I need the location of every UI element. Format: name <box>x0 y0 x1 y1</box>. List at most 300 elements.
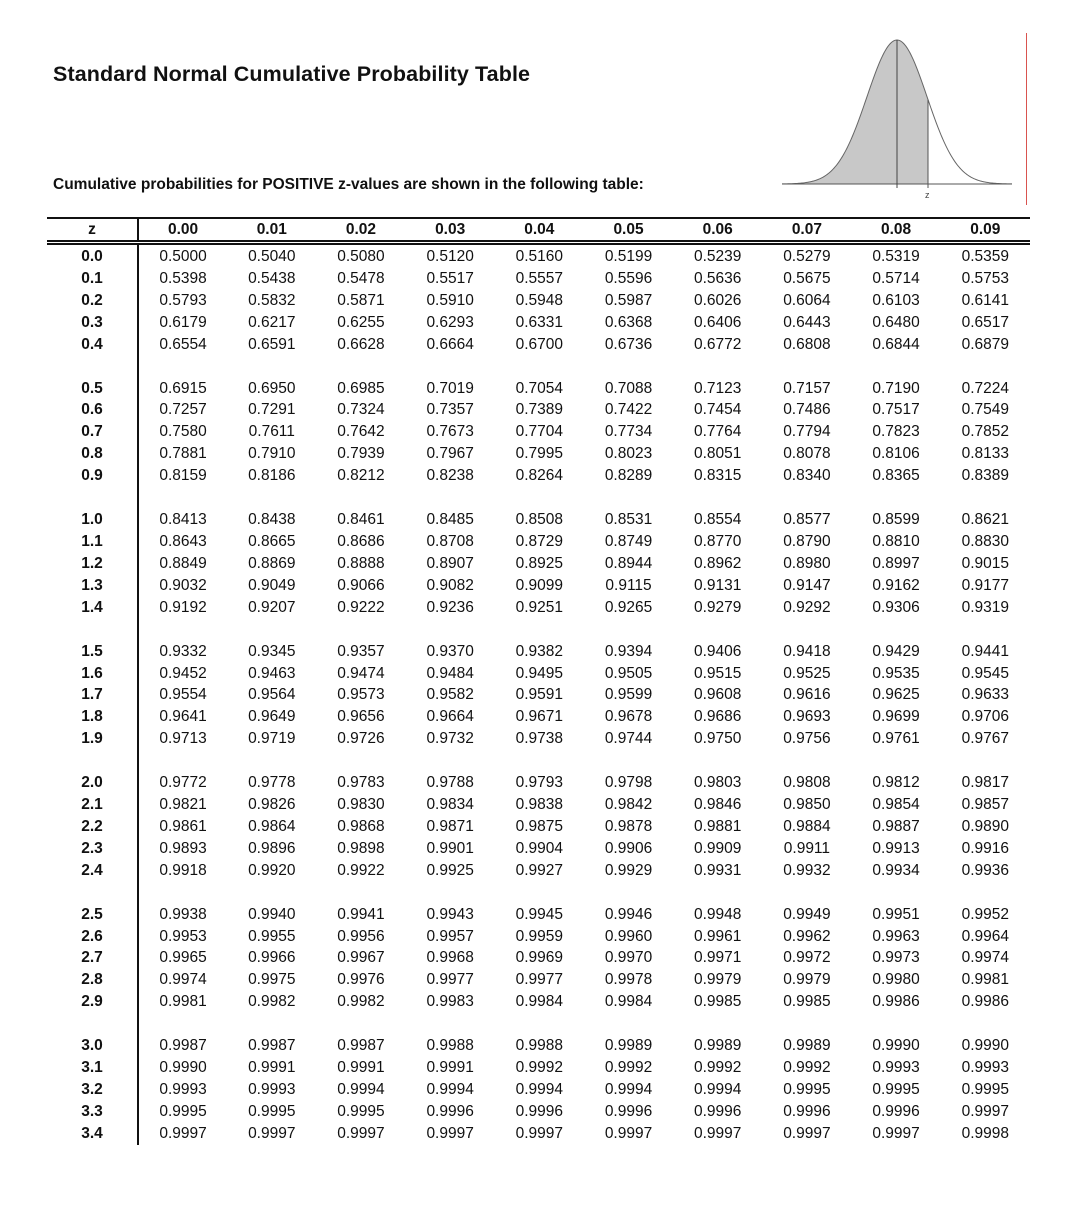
probability-cell: 0.7157 <box>783 379 831 397</box>
probability-cell: 0.6443 <box>783 313 831 331</box>
probability-cell: 0.9956 <box>337 927 385 945</box>
probability-cell: 0.7995 <box>515 445 564 463</box>
probability-cell: 0.9993 <box>248 1081 296 1098</box>
probability-cell: 0.5636 <box>694 269 742 287</box>
probability-cell: 0.9995 <box>961 1081 1010 1098</box>
probability-cell: 0.9474 <box>337 664 385 682</box>
probability-cell: 0.9913 <box>872 839 920 857</box>
probability-cell: 0.9997 <box>783 1124 831 1142</box>
probability-cell: 0.9131 <box>694 576 742 594</box>
z-column-header: z <box>47 218 138 243</box>
probability-cell: 0.9978 <box>604 971 653 989</box>
probability-cell: 0.9963 <box>872 927 920 945</box>
table-row <box>47 1101 1030 1123</box>
probability-cell: 0.9429 <box>872 642 920 660</box>
table-row <box>47 1079 1030 1101</box>
probability-cell: 0.9441 <box>961 642 1010 660</box>
probability-cell: 0.7224 <box>961 379 1010 397</box>
probability-cell: 0.9382 <box>515 642 564 660</box>
probability-cell: 0.9982 <box>337 993 385 1011</box>
table-row <box>47 378 1030 400</box>
probability-cell: 0.5948 <box>515 291 564 309</box>
probability-cell: 0.9986 <box>961 993 1010 1011</box>
probability-cell: 0.7019 <box>426 379 474 397</box>
probability-cell: 0.8577 <box>783 511 831 529</box>
probability-cell: 0.5040 <box>248 248 296 265</box>
probability-cell: 0.9996 <box>604 1102 653 1120</box>
probability-cell: 0.9997 <box>248 1124 296 1142</box>
probability-cell: 0.9965 <box>159 949 207 967</box>
probability-cell: 0.7123 <box>694 379 742 397</box>
z-value: 0.6 <box>47 399 138 421</box>
probability-cell: 0.8186 <box>248 467 296 485</box>
z-value: 0.7 <box>47 421 138 443</box>
probability-cell: 0.9099 <box>515 576 564 594</box>
probability-cell: 0.9997 <box>515 1124 564 1142</box>
probability-cell: 0.8554 <box>694 511 742 529</box>
probability-cell: 0.9066 <box>337 576 385 594</box>
probability-cell: 0.8790 <box>783 532 831 550</box>
z-value: 2.9 <box>47 991 138 1013</box>
table-row <box>47 443 1030 465</box>
probability-cell: 0.9032 <box>159 576 207 594</box>
z-value: 2.1 <box>47 794 138 816</box>
probability-cell: 0.7764 <box>694 423 742 441</box>
probability-cell: 0.9911 <box>783 839 831 857</box>
probability-cell: 0.9608 <box>694 686 742 704</box>
probability-cell: 0.9545 <box>961 664 1010 682</box>
probability-cell: 0.7823 <box>872 423 920 441</box>
column-header: 0.09 <box>941 218 1030 243</box>
table-row <box>47 531 1030 553</box>
table-row <box>47 663 1030 685</box>
probability-cell: 0.9750 <box>694 730 742 748</box>
probability-cell: 0.9981 <box>961 971 1010 989</box>
probability-cell: 0.9990 <box>159 1059 207 1077</box>
probability-cell: 0.9997 <box>159 1124 207 1142</box>
probability-cell: 0.9977 <box>426 971 474 989</box>
probability-cell: 0.9997 <box>694 1124 742 1142</box>
z-value: 0.4 <box>47 334 138 356</box>
column-header: 0.01 <box>227 218 316 243</box>
probability-cell: 0.9982 <box>248 993 296 1011</box>
column-header: 0.08 <box>852 218 941 243</box>
probability-cell: 0.6103 <box>872 291 920 309</box>
probability-cell: 0.9265 <box>604 598 653 616</box>
probability-cell: 0.9922 <box>337 861 385 879</box>
probability-cell: 0.5279 <box>783 248 831 265</box>
group-spacer <box>47 750 1030 772</box>
probability-cell: 0.6700 <box>515 335 564 353</box>
z-value: 1.9 <box>47 728 138 750</box>
probability-cell: 0.6141 <box>961 291 1010 309</box>
probability-cell: 0.9971 <box>694 949 742 967</box>
probability-cell: 0.8888 <box>337 554 385 572</box>
probability-cell: 0.9994 <box>604 1081 653 1098</box>
probability-cell: 0.7389 <box>515 401 564 419</box>
probability-cell: 0.9864 <box>248 817 296 835</box>
probability-cell: 0.5517 <box>426 269 474 287</box>
probability-cell: 0.9901 <box>426 839 474 857</box>
probability-cell: 0.8106 <box>872 445 920 463</box>
probability-cell: 0.9463 <box>248 664 296 682</box>
probability-cell: 0.7257 <box>159 401 207 419</box>
probability-cell: 0.9664 <box>426 708 474 726</box>
table-row <box>47 969 1030 991</box>
probability-cell: 0.8078 <box>783 445 831 463</box>
probability-cell: 0.5319 <box>872 248 920 265</box>
probability-cell: 0.7088 <box>604 379 653 397</box>
probability-cell: 0.9946 <box>604 905 653 923</box>
probability-cell: 0.5239 <box>694 248 742 265</box>
probability-cell: 0.9633 <box>961 686 1010 704</box>
probability-cell: 0.9788 <box>426 774 474 792</box>
group-spacer <box>47 487 1030 509</box>
probability-cell: 0.6879 <box>961 335 1010 353</box>
probability-cell: 0.5910 <box>426 291 474 309</box>
probability-cell: 0.5478 <box>337 269 385 287</box>
table-row <box>47 926 1030 948</box>
probability-cell: 0.9932 <box>783 861 831 879</box>
probability-cell: 0.9015 <box>961 554 1010 572</box>
probability-cell: 0.9972 <box>783 949 831 967</box>
probability-cell: 0.9943 <box>426 905 474 923</box>
table-row <box>47 772 1030 794</box>
probability-cell: 0.9976 <box>337 971 385 989</box>
z-value: 1.2 <box>47 553 138 575</box>
probability-cell: 0.9995 <box>872 1081 920 1098</box>
normal-curve-icon <box>780 30 1020 205</box>
probability-cell: 0.5438 <box>248 269 296 287</box>
probability-cell: 0.9973 <box>872 949 920 967</box>
table-row <box>47 684 1030 706</box>
table-row <box>47 268 1030 290</box>
probability-cell: 0.9997 <box>604 1124 653 1142</box>
table-row <box>47 334 1030 356</box>
group-spacer <box>47 1013 1030 1035</box>
probability-cell: 0.9898 <box>337 839 385 857</box>
probability-cell: 0.8461 <box>337 511 385 529</box>
table-row <box>47 728 1030 750</box>
probability-cell: 0.9857 <box>961 796 1010 814</box>
probability-cell: 0.9554 <box>159 686 207 704</box>
probability-cell: 0.6293 <box>426 313 474 331</box>
probability-cell: 0.9177 <box>961 576 1010 594</box>
z-value: 3.4 <box>47 1123 138 1145</box>
group-spacer <box>47 356 1030 378</box>
probability-cell: 0.8159 <box>159 467 207 485</box>
probability-cell: 0.6368 <box>604 313 653 331</box>
column-header: 0.02 <box>316 218 405 243</box>
probability-cell: 0.9977 <box>515 971 564 989</box>
probability-cell: 0.9279 <box>694 598 742 616</box>
probability-cell: 0.9966 <box>248 949 296 967</box>
probability-cell: 0.9984 <box>515 993 564 1011</box>
table-row <box>47 816 1030 838</box>
probability-cell: 0.9370 <box>426 642 474 660</box>
probability-cell: 0.9082 <box>426 576 474 594</box>
z-value: 0.3 <box>47 312 138 334</box>
probability-cell: 0.9949 <box>783 905 831 923</box>
probability-cell: 0.9996 <box>426 1102 474 1120</box>
probability-cell: 0.7190 <box>872 379 920 397</box>
probability-cell: 0.8413 <box>159 511 207 529</box>
probability-cell: 0.9803 <box>694 774 742 792</box>
probability-cell: 0.9979 <box>783 971 831 989</box>
probability-cell: 0.9357 <box>337 642 385 660</box>
probability-cell: 0.9878 <box>604 817 653 835</box>
probability-cell: 0.9995 <box>337 1102 385 1120</box>
probability-cell: 0.7422 <box>604 401 653 419</box>
probability-cell: 0.9996 <box>515 1102 564 1120</box>
probability-cell: 0.8849 <box>159 554 207 572</box>
probability-cell: 0.9744 <box>604 730 653 748</box>
probability-cell: 0.6255 <box>337 313 385 331</box>
probability-cell: 0.9991 <box>337 1059 385 1077</box>
column-header: 0.00 <box>138 218 227 243</box>
probability-cell: 0.9940 <box>248 905 296 923</box>
column-header: 0.03 <box>406 218 495 243</box>
probability-cell: 0.8770 <box>694 532 742 550</box>
probability-cell: 0.9987 <box>159 1037 207 1055</box>
probability-cell: 0.9535 <box>872 664 920 682</box>
probability-cell: 0.8289 <box>604 467 653 485</box>
z-value: 0.5 <box>47 378 138 400</box>
probability-cell: 0.9987 <box>248 1037 296 1055</box>
probability-cell: 0.9236 <box>426 598 474 616</box>
probability-cell: 0.9582 <box>426 686 474 704</box>
probability-cell: 0.9974 <box>961 949 1010 967</box>
probability-cell: 0.9871 <box>426 817 474 835</box>
probability-cell: 0.6026 <box>694 291 742 309</box>
table-row <box>47 1057 1030 1079</box>
probability-cell: 0.9997 <box>961 1102 1010 1120</box>
probability-cell: 0.5675 <box>783 269 831 287</box>
probability-cell: 0.9925 <box>426 861 474 879</box>
probability-cell: 0.8485 <box>426 511 474 529</box>
probability-cell: 0.9625 <box>872 686 920 704</box>
z-table <box>47 217 1030 1145</box>
z-value: 2.3 <box>47 838 138 860</box>
probability-cell: 0.9994 <box>426 1081 474 1098</box>
z-value: 0.8 <box>47 443 138 465</box>
probability-cell: 0.9989 <box>604 1037 653 1055</box>
z-label: z <box>925 190 930 200</box>
probability-cell: 0.7054 <box>515 379 564 397</box>
probability-cell: 0.9969 <box>515 949 564 967</box>
probability-cell: 0.9996 <box>694 1102 742 1120</box>
probability-cell: 0.6915 <box>159 379 207 397</box>
probability-cell: 0.7642 <box>337 423 385 441</box>
probability-cell: 0.9306 <box>872 598 920 616</box>
probability-cell: 0.9738 <box>515 730 564 748</box>
z-value: 3.3 <box>47 1101 138 1123</box>
shaded-area <box>782 40 928 184</box>
probability-cell: 0.7881 <box>159 445 207 463</box>
z-value: 1.6 <box>47 663 138 685</box>
probability-cell: 0.9564 <box>248 686 296 704</box>
probability-cell: 0.8212 <box>337 467 385 485</box>
probability-cell: 0.9994 <box>515 1081 564 1098</box>
probability-cell: 0.9896 <box>248 839 296 857</box>
probability-cell: 0.9979 <box>694 971 742 989</box>
probability-cell: 0.9948 <box>694 905 742 923</box>
probability-cell: 0.6591 <box>248 335 296 353</box>
probability-cell: 0.9875 <box>515 817 564 835</box>
table-row <box>47 575 1030 597</box>
probability-cell: 0.8962 <box>694 554 742 572</box>
probability-cell: 0.9783 <box>337 774 385 792</box>
table-row <box>47 553 1030 575</box>
probability-cell: 0.9706 <box>961 708 1010 726</box>
probability-cell: 0.9834 <box>426 796 474 814</box>
probability-cell: 0.9826 <box>248 796 296 814</box>
probability-cell: 0.9989 <box>694 1037 742 1055</box>
probability-cell: 0.6772 <box>694 335 742 353</box>
probability-cell: 0.9992 <box>783 1059 831 1077</box>
probability-cell: 0.9452 <box>159 664 207 682</box>
z-value: 2.8 <box>47 969 138 991</box>
probability-cell: 0.5714 <box>872 269 920 287</box>
z-value: 1.3 <box>47 575 138 597</box>
z-value: 1.1 <box>47 531 138 553</box>
z-value: 2.0 <box>47 772 138 794</box>
probability-cell: 0.9984 <box>604 993 653 1011</box>
table-row <box>47 312 1030 334</box>
probability-cell: 0.8925 <box>515 554 564 572</box>
probability-cell: 0.9936 <box>961 861 1010 879</box>
column-header: 0.06 <box>673 218 762 243</box>
probability-cell: 0.7673 <box>426 423 474 441</box>
probability-cell: 0.9929 <box>604 861 653 879</box>
probability-cell: 0.6985 <box>337 379 385 397</box>
probability-cell: 0.9495 <box>515 664 564 682</box>
probability-cell: 0.9991 <box>426 1059 474 1077</box>
probability-cell: 0.9990 <box>961 1037 1010 1055</box>
probability-cell: 0.9927 <box>515 861 564 879</box>
probability-cell: 0.9881 <box>694 817 742 835</box>
probability-cell: 0.9693 <box>783 708 831 726</box>
probability-cell: 0.9830 <box>337 796 385 814</box>
table-row <box>47 794 1030 816</box>
probability-cell: 0.8051 <box>694 445 742 463</box>
probability-cell: 0.8869 <box>248 554 296 572</box>
z-value: 2.7 <box>47 947 138 969</box>
probability-cell: 0.9484 <box>426 664 474 682</box>
probability-cell: 0.9772 <box>159 774 207 792</box>
probability-cell: 0.9996 <box>872 1102 920 1120</box>
probability-cell: 0.8749 <box>604 532 653 550</box>
probability-cell: 0.9251 <box>515 598 564 616</box>
probability-cell: 0.9995 <box>159 1102 207 1120</box>
probability-cell: 0.9713 <box>159 730 207 748</box>
probability-cell: 0.8621 <box>961 511 1010 529</box>
probability-cell: 0.9997 <box>426 1124 474 1142</box>
probability-cell: 0.9332 <box>159 642 207 660</box>
probability-cell: 0.9641 <box>159 708 207 726</box>
probability-cell: 0.9970 <box>604 949 653 967</box>
z-value: 0.2 <box>47 290 138 312</box>
probability-cell: 0.7357 <box>426 401 474 419</box>
probability-cell: 0.9992 <box>515 1059 564 1077</box>
probability-cell: 0.9986 <box>872 993 920 1011</box>
probability-cell: 0.9890 <box>961 817 1010 835</box>
z-value: 1.7 <box>47 684 138 706</box>
probability-cell: 0.9967 <box>337 949 385 967</box>
probability-cell: 0.7549 <box>961 401 1010 419</box>
probability-cell: 0.9962 <box>783 927 831 945</box>
probability-cell: 0.9968 <box>426 949 474 967</box>
z-value: 3.2 <box>47 1079 138 1101</box>
probability-cell: 0.8264 <box>515 467 564 485</box>
probability-cell: 0.9761 <box>872 730 920 748</box>
probability-cell: 0.9995 <box>248 1102 296 1120</box>
probability-cell: 0.9975 <box>248 971 296 989</box>
probability-cell: 0.9964 <box>961 927 1010 945</box>
probability-cell: 0.9756 <box>783 730 831 748</box>
margin-rule <box>1026 33 1027 205</box>
probability-cell: 0.9994 <box>337 1081 385 1098</box>
probability-cell: 0.7324 <box>337 401 385 419</box>
probability-cell: 0.9997 <box>337 1124 385 1142</box>
probability-cell: 0.8643 <box>159 532 207 550</box>
probability-cell: 0.9732 <box>426 730 474 748</box>
probability-cell: 0.6664 <box>426 335 474 353</box>
z-value: 1.0 <box>47 509 138 531</box>
probability-cell: 0.9854 <box>872 796 920 814</box>
probability-cell: 0.9678 <box>604 708 653 726</box>
probability-cell: 0.9909 <box>694 839 742 857</box>
table-row <box>47 1123 1030 1145</box>
probability-cell: 0.8686 <box>337 532 385 550</box>
probability-cell: 0.9980 <box>872 971 920 989</box>
probability-cell: 0.9938 <box>159 905 207 923</box>
probability-cell: 0.9884 <box>783 817 831 835</box>
table-row <box>47 838 1030 860</box>
probability-cell: 0.9222 <box>337 598 385 616</box>
probability-cell: 0.8944 <box>604 554 653 572</box>
probability-cell: 0.5832 <box>248 291 296 309</box>
column-header: 0.04 <box>495 218 584 243</box>
probability-cell: 0.6844 <box>872 335 920 353</box>
probability-cell: 0.9918 <box>159 861 207 879</box>
z-value: 2.4 <box>47 860 138 882</box>
probability-cell: 0.6217 <box>248 313 296 331</box>
z-value: 1.4 <box>47 597 138 619</box>
probability-cell: 0.6064 <box>783 291 831 309</box>
probability-cell: 0.5080 <box>337 248 385 265</box>
probability-cell: 0.9838 <box>515 796 564 814</box>
group-spacer <box>47 619 1030 641</box>
probability-cell: 0.9953 <box>159 927 207 945</box>
probability-cell: 0.9846 <box>694 796 742 814</box>
probability-cell: 0.9992 <box>694 1059 742 1077</box>
probability-cell: 0.9599 <box>604 686 653 704</box>
probability-cell: 0.9989 <box>783 1037 831 1055</box>
probability-cell: 0.7517 <box>872 401 920 419</box>
probability-cell: 0.9955 <box>248 927 296 945</box>
table-row <box>47 597 1030 619</box>
probability-cell: 0.8599 <box>872 511 920 529</box>
probability-cell: 0.9993 <box>961 1059 1010 1077</box>
probability-cell: 0.6406 <box>694 313 742 331</box>
probability-cell: 0.8315 <box>694 467 742 485</box>
table-row <box>47 904 1030 926</box>
probability-cell: 0.9951 <box>872 905 920 923</box>
probability-cell: 0.9961 <box>694 927 742 945</box>
probability-cell: 0.8810 <box>872 532 920 550</box>
table-row <box>47 991 1030 1013</box>
